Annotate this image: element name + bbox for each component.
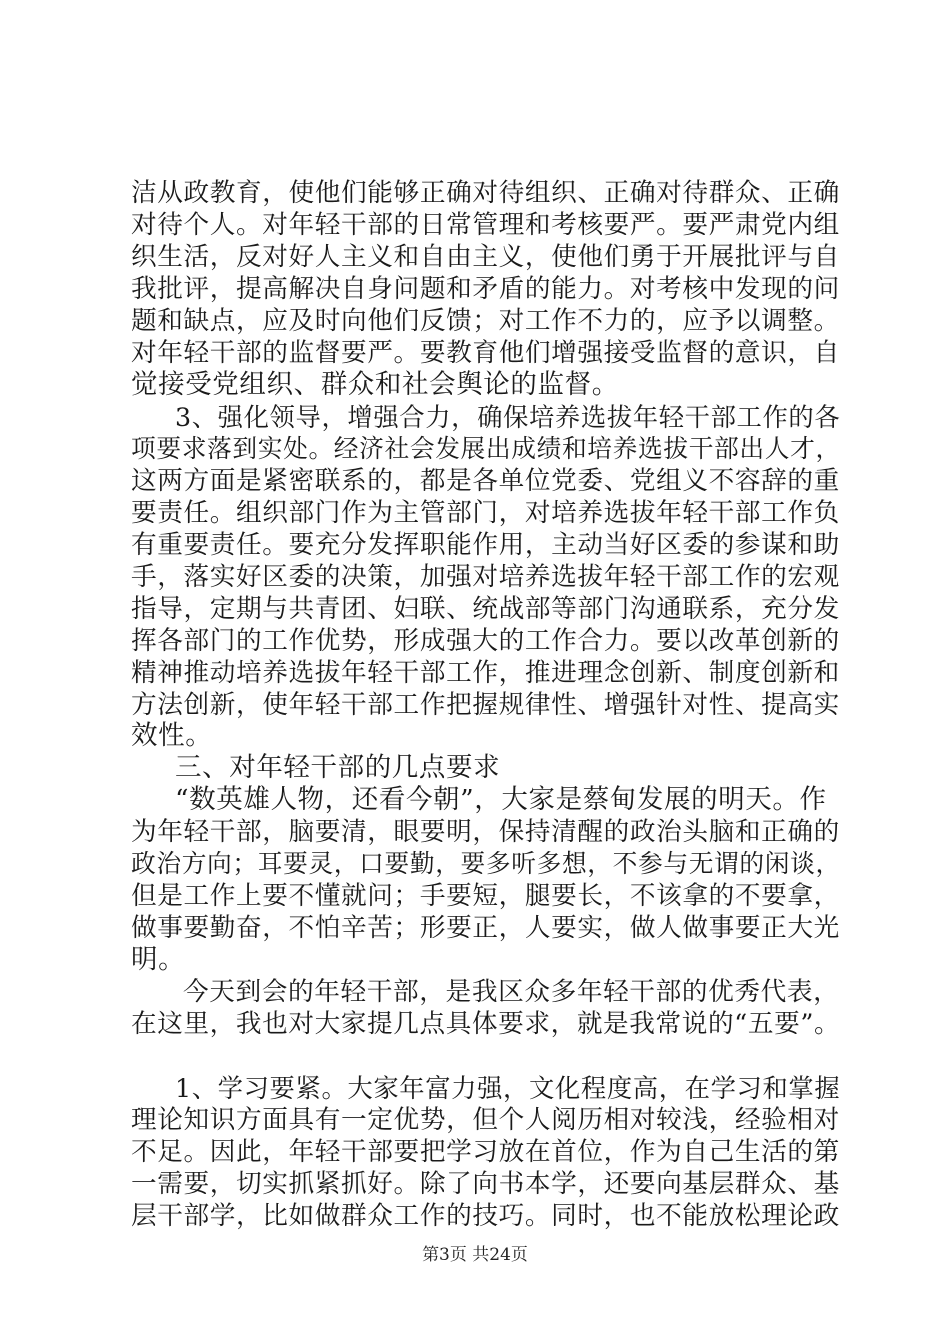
- text-line: 这两方面是紧密联系的，都是各单位党委、党组义不容辞的重: [131, 465, 840, 496]
- text-line: 政治方向；耳要灵，口要勤，要多听多想，不参与无谓的闲谈，: [131, 849, 841, 879]
- text-line: 对待个人。对年轻干部的日常管理和考核要严。要严肃党内组: [131, 209, 840, 240]
- text-line: 不足。因此，年轻干部要把学习放在首位，作为自己生活的第: [131, 1137, 840, 1168]
- text-line: 效性。: [131, 720, 213, 752]
- text-line: 明。: [131, 944, 186, 976]
- text-line: 指导，定期与共青团、妇联、统战部等部门沟通联系，充分发: [131, 593, 840, 624]
- text-line: 层干部学，比如做群众工作的技巧。同时，也不能放松理论政: [131, 1201, 840, 1231]
- text-line: “数英雄人物，还看今朝”，大家是蔡甸发展的明天。作: [175, 784, 827, 816]
- text-line: 项要求落到实处。经济社会发展出成绩和培养选拔干部出人才，: [131, 433, 841, 463]
- text-line: 3、强化领导，增强合力，确保培养选拔年轻干部工作的各: [175, 401, 841, 432]
- text-line: 要责任。组织部门作为主管部门，对培养选拔年轻干部工作负: [131, 497, 840, 528]
- text-line: 在这里，我也对大家提几点具体要求，就是我常说的“五要”。: [131, 1009, 841, 1040]
- text-line: 理论知识方面具有一定优势，但个人阅历相对较浅，经验相对: [131, 1105, 840, 1136]
- text-line: 一需要，切实抓紧抓好。除了向书本学，还要向基层群众、基: [131, 1169, 840, 1200]
- text-line: 我批评，提高解决自身问题和矛盾的能力。对考核中发现的问: [131, 273, 840, 304]
- text-line: 题和缺点，应及时向他们反馈；对工作不力的，应予以调整。: [131, 305, 840, 336]
- text-line: 精神推动培养选拔年轻干部工作，推进理念创新、制度创新和: [131, 657, 840, 688]
- text-line: 但是工作上要不懂就问；手要短，腿要长，不该拿的不要拿，: [131, 881, 840, 912]
- section-heading: 三、对年轻干部的几点要求: [175, 752, 501, 784]
- text-line: 对年轻干部的监督要严。要教育他们增强接受监督的意识，自: [131, 337, 840, 368]
- text-line: 做事要勤奋，不怕辛苦；形要正，人要实，做人做事要正大光: [131, 913, 840, 944]
- text-line: 为年轻干部，脑要清，眼要明，保持清醒的政治头脑和正确的: [131, 817, 840, 848]
- text-line: 方法创新，使年轻干部工作把握规律性、增强针对性、提高实: [131, 689, 840, 720]
- text-line: 洁从政教育，使他们能够正确对待组织、正确对待群众、正确: [131, 178, 840, 208]
- text-line: 手，落实好区委的决策，加强对培养选拔年轻干部工作的宏观: [131, 561, 840, 592]
- text-line: 挥各部门的工作优势，形成强大的工作合力。要以改革创新的: [131, 625, 840, 656]
- text-line: 今天到会的年轻干部，是我区众多年轻干部的优秀代表，: [183, 977, 840, 1008]
- page-footer: 第3页 共24页: [422, 1245, 528, 1265]
- text-line: 1、学习要紧。大家年富力强，文化程度高，在学习和掌握: [175, 1073, 841, 1104]
- text-line: 觉接受党组织、群众和社会舆论的监督。: [131, 368, 619, 400]
- text-line: 织生活，反对好人主义和自由主义，使他们勇于开展批评与自: [131, 241, 840, 272]
- text-line: 有重要责任。要充分发挥职能作用，主动当好区委的参谋和助: [131, 529, 840, 560]
